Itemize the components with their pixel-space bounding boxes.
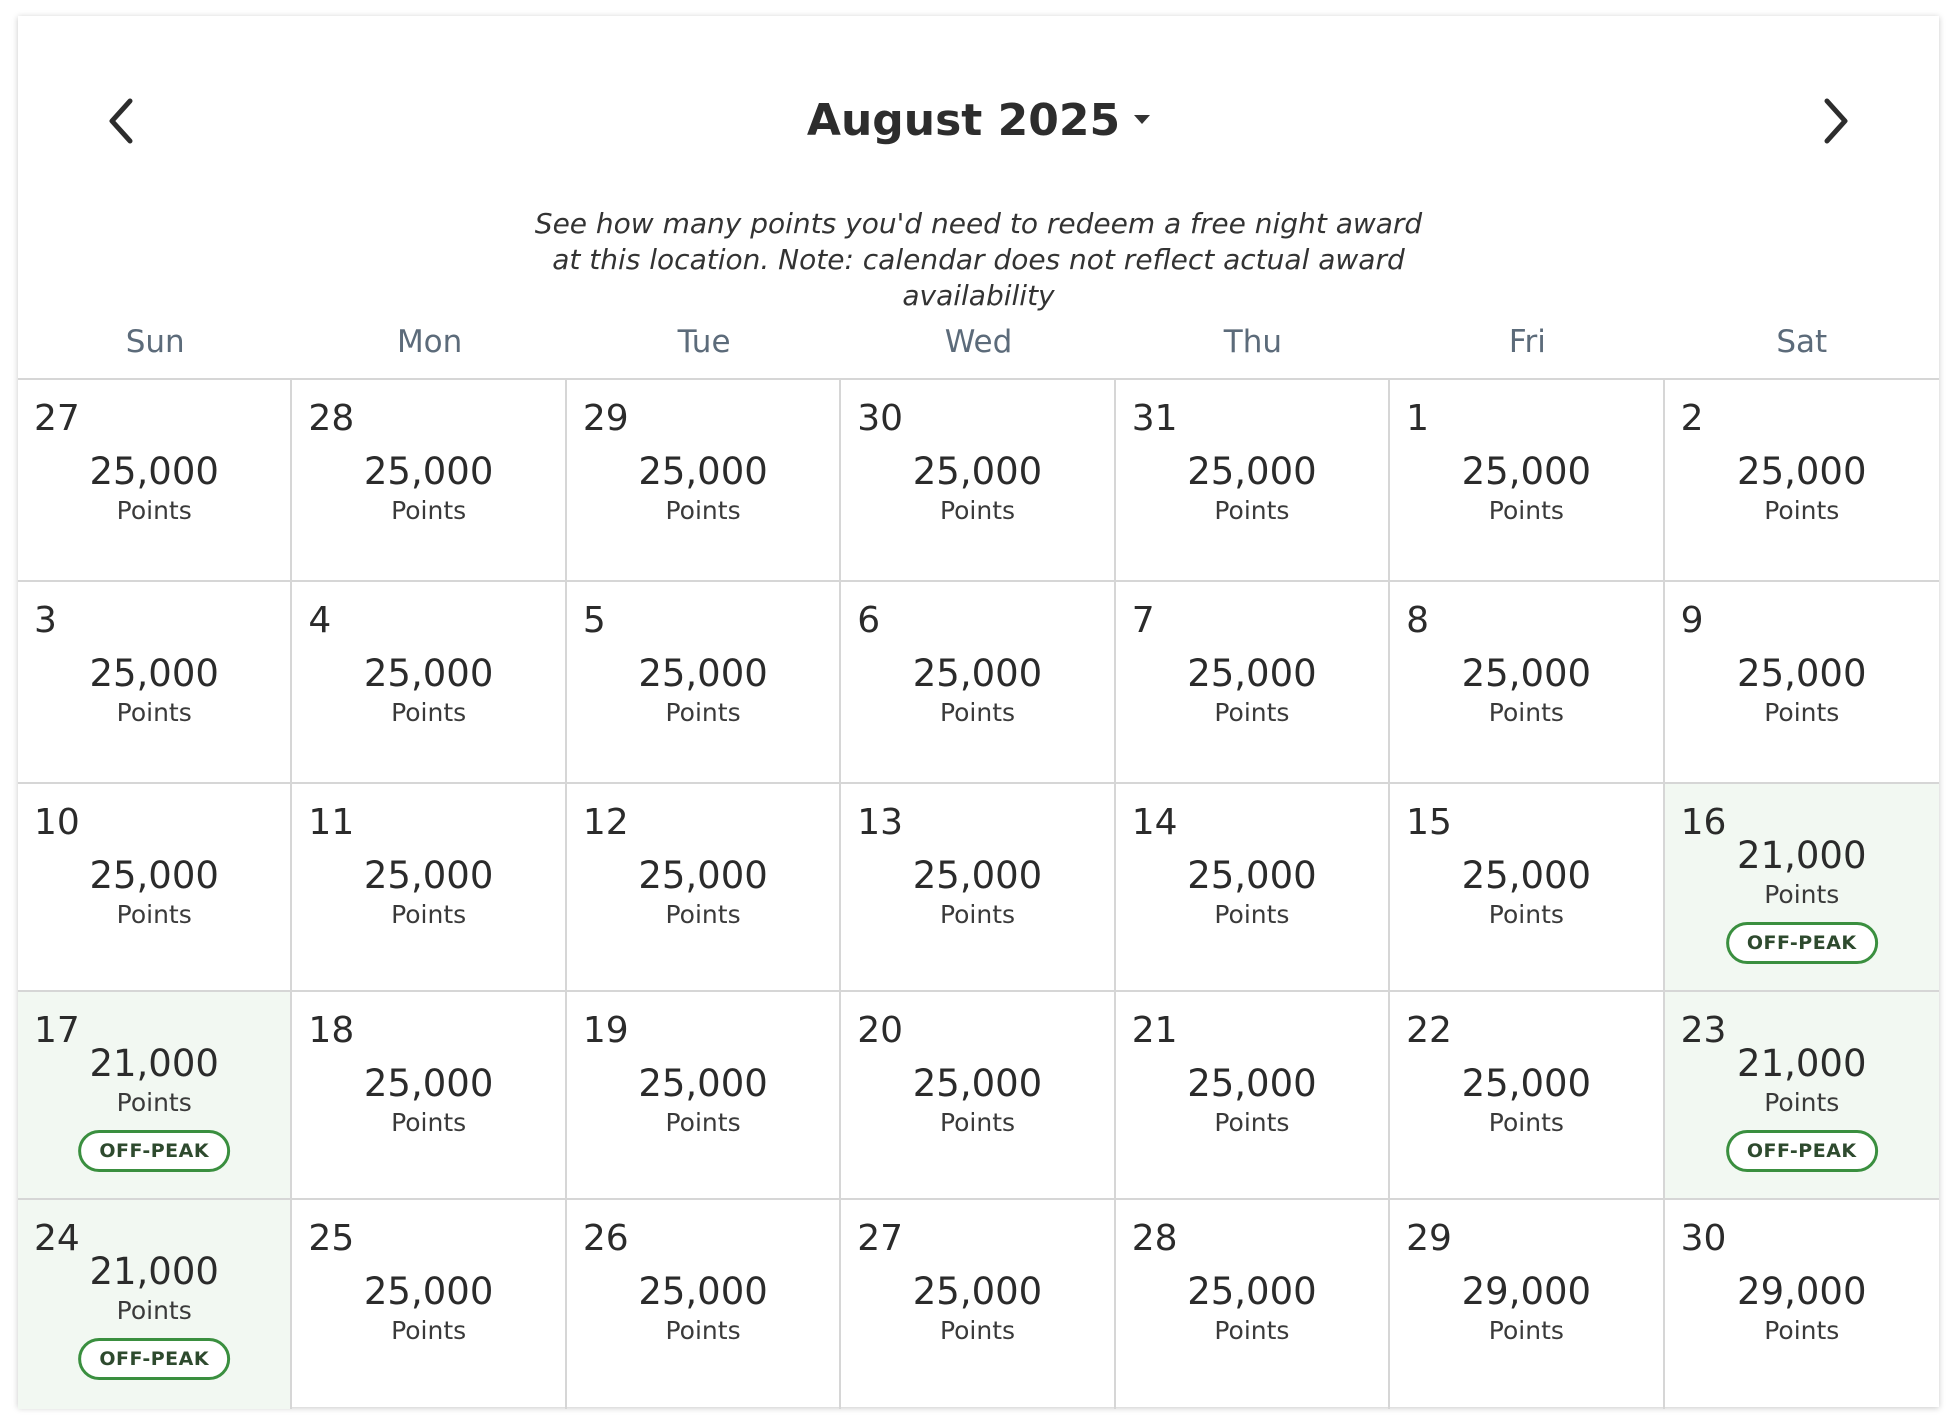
points-label: Points: [1764, 880, 1840, 909]
off-peak-badge: OFF-PEAK: [1726, 922, 1878, 964]
day-number: 29: [582, 398, 629, 439]
points-value: 25,000: [638, 1270, 768, 1313]
points-value: 25,000: [1461, 450, 1592, 493]
weekday-label: Fri: [1508, 324, 1546, 360]
day-number: 23: [1680, 1010, 1727, 1051]
points-value: 25,000: [912, 652, 1043, 695]
calendar-day-cell[interactable]: [18, 582, 292, 784]
day-number: 27: [34, 398, 80, 439]
off-peak-badge: OFF-PEAK: [78, 1338, 230, 1380]
day-number: 24: [34, 1218, 80, 1259]
points-value: 21,000: [1737, 834, 1867, 877]
points-value: 25,000: [363, 1062, 494, 1105]
calendar-day-cell[interactable]: [567, 582, 841, 784]
points-label: Points: [665, 698, 741, 727]
points-label: Points: [665, 496, 741, 525]
points-label: Points: [939, 900, 1016, 929]
points-value: 25,000: [638, 450, 768, 493]
points-value: 25,000: [363, 854, 494, 897]
calendar-day-cell[interactable]: [1390, 784, 1664, 992]
day-number: 17: [34, 1010, 80, 1051]
calendar-day-cell[interactable]: [18, 784, 292, 992]
day-number: 5: [582, 600, 606, 641]
day-number: 30: [857, 398, 904, 439]
day-number: 14: [1131, 802, 1178, 843]
points-value: 25,000: [89, 652, 219, 695]
day-number: 30: [1680, 1218, 1727, 1259]
points-value: 25,000: [1187, 1270, 1317, 1313]
day-number: 12: [582, 802, 629, 843]
points-label: Points: [391, 900, 467, 929]
day-number: 2: [1680, 398, 1704, 439]
points-label: Points: [1488, 698, 1564, 727]
points-value: 25,000: [1187, 450, 1317, 493]
day-number: 10: [34, 802, 80, 843]
points-value: 21,000: [89, 1042, 219, 1085]
day-number: 8: [1406, 600, 1430, 641]
points-value: 25,000: [1187, 1062, 1317, 1105]
day-number: 4: [308, 600, 332, 641]
day-number: 31: [1131, 398, 1178, 439]
calendar-day-cell[interactable]: [567, 1200, 841, 1409]
month-label: August 2025: [806, 95, 1121, 146]
points-value: 25,000: [1461, 854, 1592, 897]
day-number: 29: [1406, 1218, 1452, 1259]
calendar-day-cell[interactable]: [18, 992, 292, 1200]
weekday-label: Sat: [1776, 324, 1828, 360]
calendar-day-cell[interactable]: [1116, 1200, 1390, 1409]
day-number: 9: [1680, 600, 1704, 641]
weekday-label: Thu: [1223, 324, 1283, 360]
points-value: 25,000: [1461, 1062, 1592, 1105]
points-value: 25,000: [1187, 652, 1317, 695]
calendar-day-cell[interactable]: [1665, 1200, 1939, 1409]
points-label: Points: [1764, 496, 1840, 525]
points-label: Points: [939, 1316, 1016, 1345]
points-label: Points: [1214, 1108, 1290, 1137]
points-label: Points: [1488, 1316, 1564, 1345]
day-number: 11: [308, 802, 355, 843]
calendar-day-cell[interactable]: [841, 784, 1115, 992]
calendar-day-cell[interactable]: [1665, 784, 1939, 992]
award-calendar: [18, 16, 1939, 1407]
points-value: 29,000: [1737, 1270, 1867, 1313]
calendar-day-cell[interactable]: [841, 1200, 1115, 1409]
day-number: 20: [857, 1010, 904, 1051]
points-value: 21,000: [89, 1250, 219, 1293]
points-label: Points: [1214, 698, 1290, 727]
day-number: 26: [582, 1218, 629, 1259]
points-value: 29,000: [1461, 1270, 1592, 1313]
points-label: Points: [1764, 698, 1840, 727]
calendar-day-cell[interactable]: [18, 380, 292, 582]
points-value: 25,000: [638, 1062, 768, 1105]
day-number: 25: [308, 1218, 355, 1259]
points-value: 25,000: [363, 450, 494, 493]
points-label: Points: [391, 1108, 467, 1137]
day-number: 1: [1406, 398, 1430, 439]
caret-down-icon: [1134, 115, 1150, 124]
weekday-header: [18, 306, 1939, 378]
points-label: Points: [1488, 496, 1564, 525]
points-value: 25,000: [912, 450, 1043, 493]
day-number: 6: [857, 600, 881, 641]
points-value: 25,000: [89, 854, 219, 897]
calendar-day-cell[interactable]: [567, 784, 841, 992]
points-label: Points: [116, 698, 192, 727]
day-number: 15: [1406, 802, 1452, 843]
points-label: Points: [1214, 900, 1290, 929]
points-label: Points: [116, 1088, 192, 1117]
note-text: See how many points you'd need to redeem a free night award at this location. Note: calendar does not reflect actual award availability: [534, 207, 1423, 312]
points-label: Points: [391, 698, 467, 727]
calendar-note: [18, 206, 1939, 314]
points-label: Points: [1764, 1316, 1840, 1345]
points-value: 25,000: [363, 652, 494, 695]
calendar-day-cell[interactable]: [292, 992, 566, 1200]
calendar-day-cell[interactable]: [841, 582, 1115, 784]
calendar-day-cell[interactable]: [567, 992, 841, 1200]
points-value: 25,000: [1737, 450, 1867, 493]
points-value: 21,000: [1737, 1042, 1867, 1085]
points-value: 25,000: [638, 652, 768, 695]
points-value: 25,000: [1737, 652, 1867, 695]
calendar-day-cell[interactable]: [1390, 992, 1664, 1200]
calendar-day-cell[interactable]: [292, 380, 566, 582]
points-label: Points: [939, 1108, 1016, 1137]
calendar-day-cell[interactable]: [292, 784, 566, 992]
calendar-day-cell[interactable]: [1390, 380, 1664, 582]
calendar-day-cell[interactable]: [1665, 992, 1939, 1200]
points-value: 25,000: [363, 1270, 494, 1313]
points-label: Points: [1764, 1088, 1840, 1117]
points-value: 25,000: [1187, 854, 1317, 897]
points-label: Points: [116, 900, 192, 929]
day-number: 3: [34, 600, 57, 641]
points-label: Points: [391, 1316, 467, 1345]
points-label: Points: [665, 900, 741, 929]
calendar-day-cell[interactable]: [292, 1200, 566, 1409]
calendar-day-cell[interactable]: [841, 380, 1115, 582]
day-number: 18: [308, 1010, 355, 1051]
points-value: 25,000: [638, 854, 768, 897]
points-label: Points: [391, 496, 467, 525]
points-label: Points: [665, 1108, 741, 1137]
points-label: Points: [116, 496, 192, 525]
points-value: 25,000: [1461, 652, 1592, 695]
calendar-day-cell[interactable]: [1665, 380, 1939, 582]
points-label: Points: [1214, 1316, 1290, 1345]
weekday-label: Mon: [396, 324, 463, 360]
chevron-right-icon: [1819, 97, 1853, 145]
calendar-day-cell[interactable]: [1116, 992, 1390, 1200]
points-value: 25,000: [912, 1062, 1043, 1105]
day-number: 19: [582, 1010, 629, 1051]
calendar-day-cell[interactable]: [841, 992, 1115, 1200]
points-label: Points: [939, 496, 1016, 525]
day-number: 28: [308, 398, 355, 439]
calendar-day-cell[interactable]: [1116, 380, 1390, 582]
off-peak-badge: OFF-PEAK: [1726, 1130, 1878, 1172]
calendar-day-cell[interactable]: [567, 380, 841, 582]
points-value: 25,000: [89, 450, 219, 493]
day-number: 7: [1131, 600, 1155, 641]
calendar-day-cell[interactable]: [1116, 784, 1390, 992]
points-label: Points: [939, 698, 1016, 727]
day-number: 28: [1131, 1218, 1178, 1259]
weekday-label: Wed: [944, 324, 1013, 360]
month-selector[interactable]: [18, 88, 1939, 154]
calendar-grid: [18, 378, 1939, 1407]
points-label: Points: [116, 1296, 192, 1325]
points-label: Points: [665, 1316, 741, 1345]
points-label: Points: [1488, 900, 1564, 929]
calendar-day-cell[interactable]: [1665, 582, 1939, 784]
off-peak-badge: OFF-PEAK: [78, 1130, 230, 1172]
day-number: 27: [857, 1218, 904, 1259]
day-number: 22: [1406, 1010, 1452, 1051]
weekday-label: Tue: [677, 324, 731, 360]
day-number: 21: [1131, 1010, 1178, 1051]
calendar-day-cell[interactable]: [1390, 1200, 1664, 1409]
day-number: 16: [1680, 802, 1727, 843]
day-number: 13: [857, 802, 904, 843]
calendar-day-cell[interactable]: [18, 1200, 292, 1409]
weekday-label: Sun: [125, 324, 185, 360]
calendar-day-cell[interactable]: [292, 582, 566, 784]
points-value: 25,000: [912, 854, 1043, 897]
points-label: Points: [1488, 1108, 1564, 1137]
calendar-day-cell[interactable]: [1116, 582, 1390, 784]
next-month-button[interactable]: [1803, 88, 1869, 154]
points-value: 25,000: [912, 1270, 1043, 1313]
calendar-day-cell[interactable]: [1390, 582, 1664, 784]
points-label: Points: [1214, 496, 1290, 525]
